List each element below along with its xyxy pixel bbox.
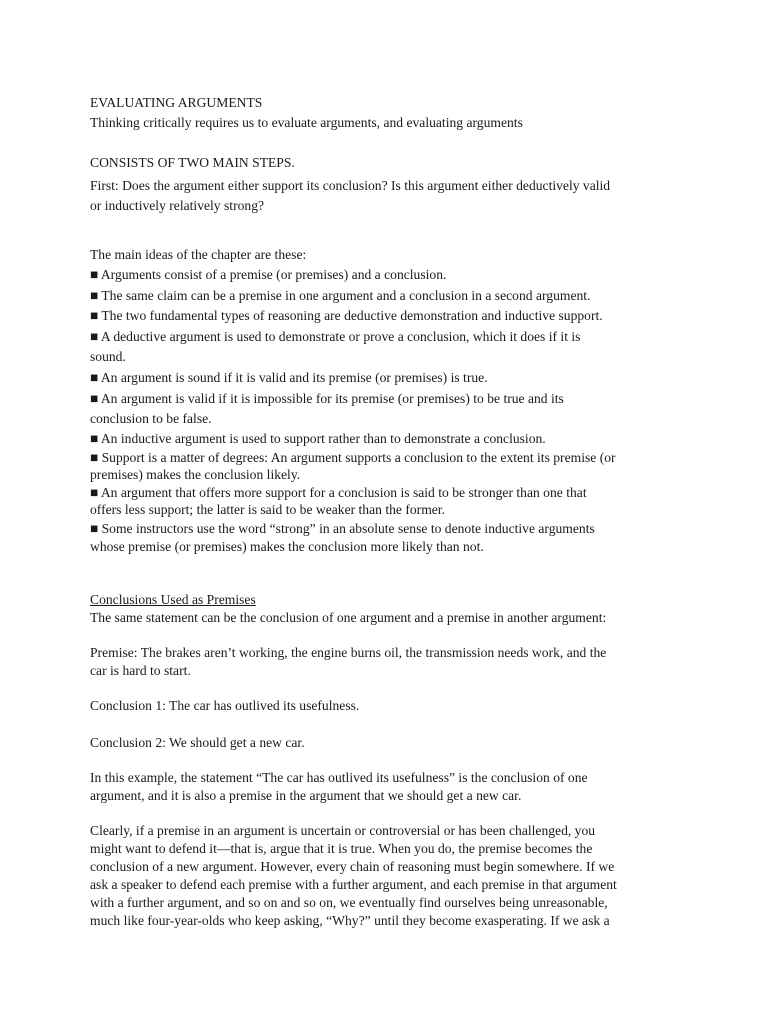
first-step-line: or inductively relatively strong? [90, 198, 265, 213]
bullet-line: conclusion to be false. [90, 411, 212, 426]
premise-line: Premise: The brakes aren’t working, the engine burns oil, the transmission needs work, and the [90, 645, 607, 660]
bullet-line: ■ Support is a matter of degrees: An argument supports a conclusion to the extent its premise (or [90, 450, 616, 465]
bullet-line: ■ Arguments consist of a premise (or premises) and a conclusion. [90, 267, 447, 282]
first-step-line: First: Does the argument either support its conclusion? Is this argument either deductively valid [90, 178, 611, 193]
paragraph-line: might want to defend it—that is, argue that it is true. When you do, the premise becomes the [90, 841, 593, 856]
paragraph-line: Clearly, if a premise in an argument is uncertain or controversial or has been challenged, you [90, 823, 596, 838]
section-intro: The same statement can be the conclusion of one argument and a premise in another argument: [90, 610, 607, 625]
bullet-line: ■ An argument that offers more support for a conclusion is said to be stronger than one that [90, 485, 587, 500]
paragraph-line: with a further argument, and so on and so on, we eventually find ourselves being unreasonable, [90, 895, 608, 910]
intro-line: Thinking critically requires us to evaluate arguments, and evaluating arguments [90, 115, 523, 130]
intro-line: CONSISTS OF TWO MAIN STEPS. [90, 155, 295, 170]
conclusion-2: Conclusion 2: We should get a new car. [90, 735, 305, 750]
bullet-line: sound. [90, 349, 126, 364]
main-ideas-heading: The main ideas of the chapter are these: [90, 247, 307, 262]
bullet-line: whose premise (or premises) makes the conclusion more likely than not. [90, 539, 484, 554]
bullet-line: offers less support; the latter is said to be weaker than the former. [90, 502, 445, 517]
paragraph-line: much like four-year-olds who keep asking, “Why?” until they become exasperating. If we ask a [90, 913, 610, 928]
section-heading: Conclusions Used as Premises [90, 592, 256, 607]
bullet-line: ■ Some instructors use the word “strong” in an absolute sense to denote inductive arguments [90, 521, 595, 536]
document-title: EVALUATING ARGUMENTS [90, 95, 263, 110]
bullet-line: ■ An argument is sound if it is valid and its premise (or premises) is true. [90, 370, 488, 385]
example-line: In this example, the statement “The car has outlived its usefulness” is the conclusion of one [90, 770, 588, 785]
premise-line: car is hard to start. [90, 663, 191, 678]
bullet-line: premises) makes the conclusion likely. [90, 467, 301, 482]
bullet-line: ■ The two fundamental types of reasoning are deductive demonstration and inductive support. [90, 308, 603, 323]
bullet-line: ■ An argument is valid if it is impossible for its premise (or premises) to be true and its [90, 391, 564, 406]
bullet-line: ■ A deductive argument is used to demonstrate or prove a conclusion, which it does if it is [90, 329, 581, 344]
conclusion-1: Conclusion 1: The car has outlived its usefulness. [90, 698, 360, 713]
bullet-line: ■ An inductive argument is used to support rather than to demonstrate a conclusion. [90, 431, 546, 446]
example-line: argument, and it is also a premise in the argument that we should get a new car. [90, 788, 522, 803]
paragraph-line: ask a speaker to defend each premise with a further argument, and each premise in that argument [90, 877, 617, 892]
paragraph-line: conclusion of a new argument. However, every chain of reasoning must begin somewhere. If we [90, 859, 615, 874]
bullet-line: ■ The same claim can be a premise in one argument and a conclusion in a second argument. [90, 288, 591, 303]
